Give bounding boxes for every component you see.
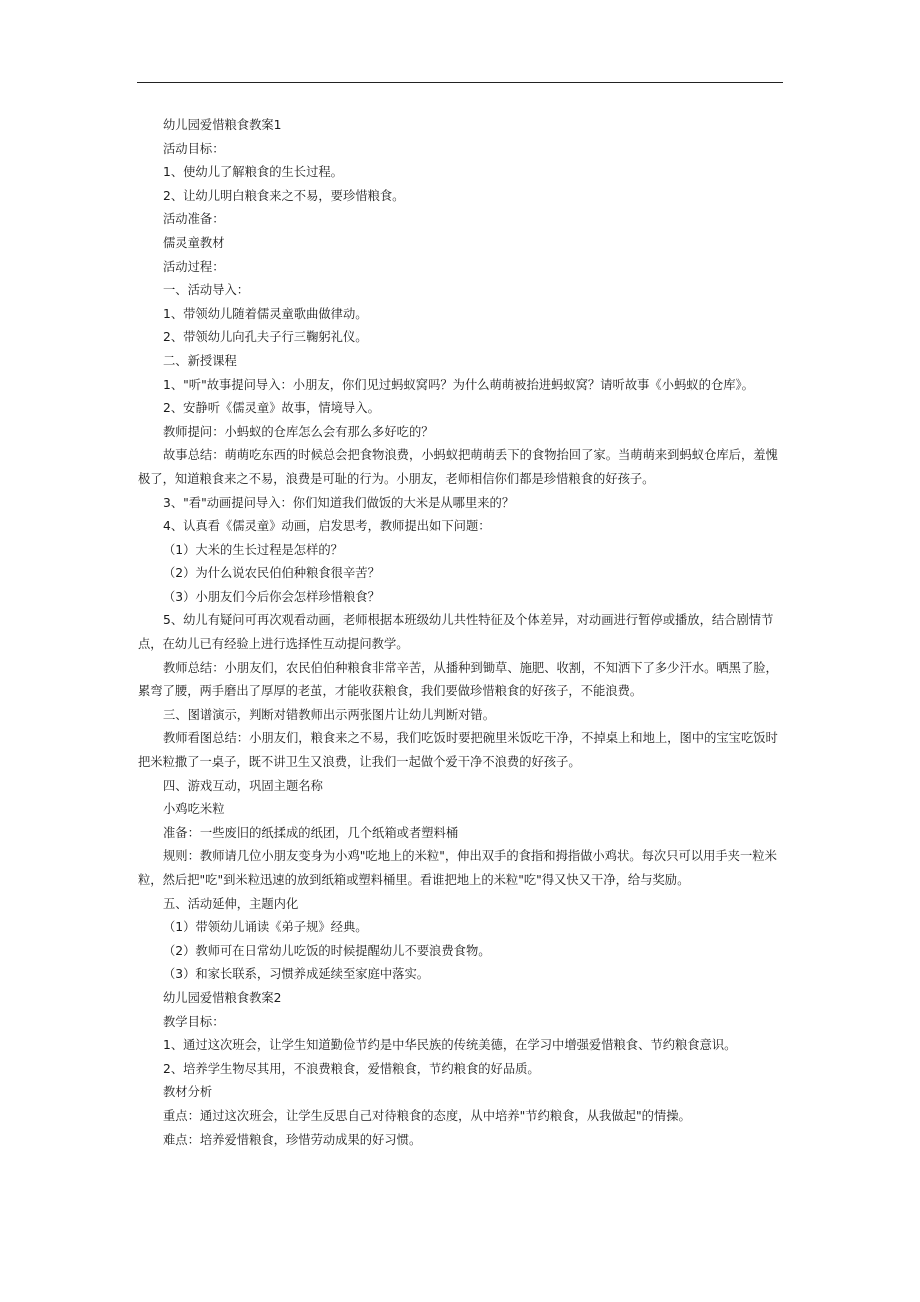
- text-line: 1、通过这次班会，让学生知道勤俭节约是中华民族的传统美德，在学习中增强爱惜粮食、节约粮食意识。: [163, 1038, 737, 1053]
- text-line: 活动准备：: [163, 212, 225, 227]
- text-line: 活动目标：: [163, 141, 225, 156]
- text-line: 难点：培养爱惜粮食，珍惜劳动成果的好习惯。: [163, 1132, 422, 1147]
- text-line: 儒灵童教材: [163, 235, 225, 250]
- text-line: （3）小朋友们今后你会怎样珍惜粮食？: [163, 589, 380, 604]
- text-line: 点，在幼儿已有经验上进行选择性互动提问教学。: [138, 637, 409, 652]
- text-line: 故事总结：萌萌吃东西的时候总会把食物浪费，小蚂蚁把萌萌丢下的食物抬回了家。当萌萌来到蚂蚁仓库后，羞愧: [163, 448, 778, 463]
- text-line: 1、带领幼儿随着儒灵童歌曲做律动。: [163, 306, 368, 321]
- text-line: 幼儿园爱惜粮食教案1: [163, 118, 282, 132]
- text-line: 1、使幼儿了解粮食的生长过程。: [163, 165, 343, 180]
- text-line: 5、幼儿有疑问可再次观看动画，老师根据本班级幼儿共性特征及个体差异，对动画进行暂停或播放，结合剧情节: [163, 613, 774, 628]
- text-line: 2、培养学生物尽其用，不浪费粮食，爱惜粮食，节约粮食的好品质。: [163, 1061, 540, 1076]
- text-line: 把米粒撒了一桌子，既不讲卫生又浪费，让我们一起做个爱干净不浪费的好孩子。: [138, 755, 581, 770]
- text-line: 1、"听"故事提问导入：小朋友，你们见过蚂蚁窝吗？为什么萌萌被抬进蚂蚁窝？请听故事《小蚂蚁的仓库》。: [163, 377, 754, 392]
- text-line: 重点：通过这次班会，让学生反思自己对待粮食的态度，从中培养"节约粮食，从我做起"的情操。: [163, 1108, 691, 1123]
- text-line: 规则：教师请几位小朋友变身为小鸡"吃地上的米粒"，伸出双手的食指和拇指做小鸡状。每次只可以用手夹一粒米: [163, 849, 777, 864]
- text-line: （2）教师可在日常幼儿吃饭的时候提醒幼儿不要浪费食物。: [163, 943, 491, 958]
- text-line: 3、"看"动画提问导入：你们知道我们做饭的大米是从哪里来的？: [163, 495, 515, 510]
- text-line: 2、带领幼儿向孔夫子行三鞠躬礼仪。: [163, 330, 368, 345]
- text-line: 一、活动导入：: [163, 283, 250, 298]
- text-line: 活动过程：: [163, 259, 225, 274]
- text-line: 五、活动延伸，主题内化: [163, 896, 299, 911]
- document-body: [138, 114, 786, 1152]
- text-line: 小鸡吃米粒: [163, 802, 225, 817]
- text-line: 2、安静听《儒灵童》故事，情境导入。: [163, 401, 380, 416]
- text-line: 二、新授课程: [163, 353, 237, 368]
- text-line: 教学目标：: [163, 1014, 225, 1029]
- text-line: （1）带领幼儿诵读《弟子规》经典。: [163, 920, 368, 935]
- text-line: （1）大米的生长过程是怎样的？: [163, 542, 343, 557]
- text-line: 教师看图总结：小朋友们，粮食来之不易，我们吃饭时要把碗里米饭吃干净，不掉桌上和地上，图中的宝宝吃饭时: [163, 731, 778, 746]
- text-line: 三、图谱演示，判断对错教师出示两张图片让幼儿判断对错。: [163, 707, 496, 722]
- text-line: 粒，然后把"吃"到米粒迅速的放到纸箱或塑料桶里。看谁把地上的米粒"吃"得又快又干净，给与奖励。: [138, 873, 690, 887]
- text-line: 4、认真看《儒灵童》动画，启发思考，教师提出如下问题：: [163, 519, 491, 534]
- text-line: 教师提问：小蚂蚁的仓库怎么会有那么多好吃的？: [163, 424, 434, 439]
- text-line: （2）为什么说农民伯伯种粮食很辛苦？: [163, 566, 380, 581]
- text-line: 四、游戏互动，巩固主题名称: [163, 778, 323, 793]
- text-line: 极了，知道粮食来之不易，浪费是可耻的行为。小朋友，老师相信你们都是珍惜粮食的好孩子。: [138, 471, 655, 486]
- header-rule: [137, 82, 783, 83]
- text-line: 2、让幼儿明白粮食来之不易，要珍惜粮食。: [163, 188, 405, 203]
- text-line: 教师总结：小朋友们，农民伯伯种粮食非常辛苦，从播种到锄草、施肥、收割，不知洒下了多少汗水。晒黑了脸，: [163, 660, 778, 675]
- text-line: 教材分析: [163, 1085, 213, 1100]
- text-line: 幼儿园爱惜粮食教案2: [163, 990, 282, 1005]
- text-line: （3）和家长联系，习惯养成延续至家庭中落实。: [163, 967, 430, 982]
- text-line: 准备：一些废旧的纸揉成的纸团，几个纸箱或者塑料桶: [163, 825, 459, 840]
- text-line: 累弯了腰，两手磨出了厚厚的老茧，才能收获粮食，我们要做珍惜粮食的好孩子，不能浪费。: [138, 684, 643, 699]
